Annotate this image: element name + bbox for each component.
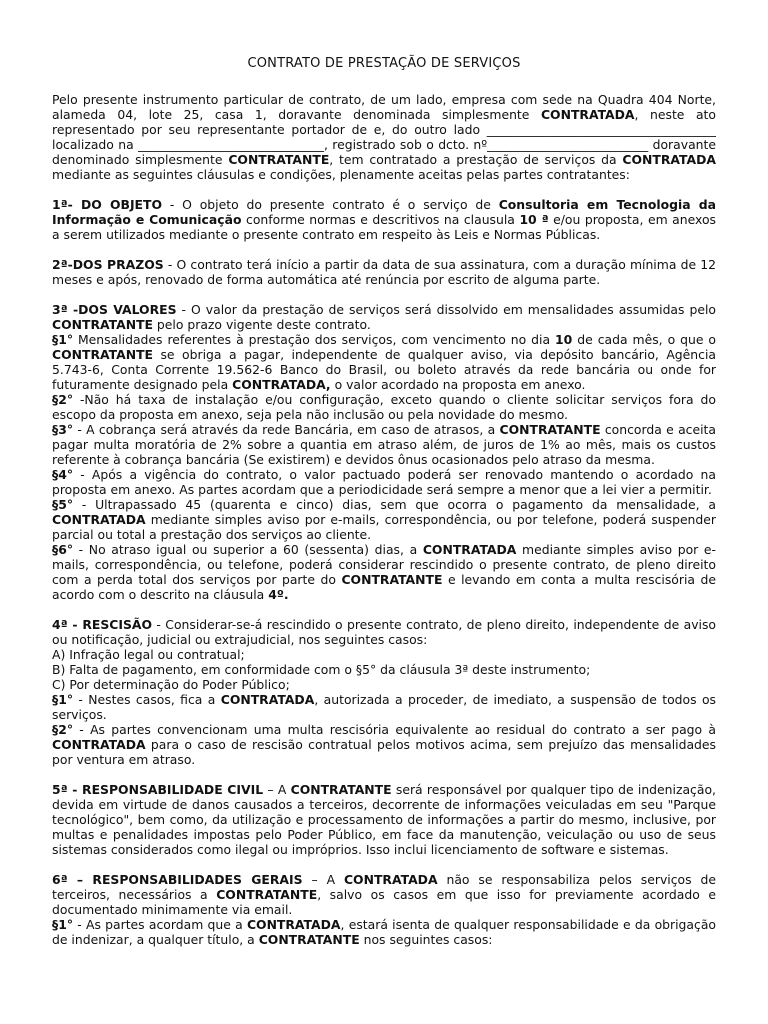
document-title: CONTRATO DE PRESTAÇÃO DE SERVIÇOS <box>247 56 521 71</box>
list-item: C) Por determinação do Poder Público; <box>52 677 290 692</box>
clause-4-rescisao <box>52 617 716 767</box>
clause-3-paragraph-1: §1° Mensalidades referentes à prestação dos serviços, com vencimento no dia 10 de cada mês, o que o CONTRATANTE se obriga a pagar, independente de qualquer aviso, via depósito bancário, Agência 5.743-6, Conta Corrente 19.562-6 Banco do Brasil, ou boleto através da rede bancária ou onde for futuramente designado pela CONTRATADA, o valor acordado na proposta em anexo. <box>52 332 716 392</box>
clause-3-paragraph-6: §6° - No atraso igual ou superior a 60 (sessenta) dias, a CONTRATADA mediante simples aviso por e-mails, correspondência, ou telefone, poderá considerar rescindido o presente contrato, de pleno direito com a perda total dos serviços por parte do CONTRATANTE e levando em conta a multa rescisória de acordo com o descrito na cláusula 4º. <box>52 542 716 602</box>
list-item: B) Falta de pagamento, em conformidade com o §5° da cláusula 3ª deste instrumento; <box>52 662 591 677</box>
intro-paragraph: Pelo presente instrumento particular de contrato, de um lado, empresa com sede na Quadra 404 Norte, alameda 04, lote 25, casa 1, doravante denominada simplesmente CONTRATADA, neste ato representado por seu representante portador de e, do outro lado _____________________________________ localizado na ______________________________, registrado sob o dcto. nº__________________________ doravante denominado simplesmente CONTRATANTE, tem contratado a prestação de serviços da CONTRATADA mediante as seguintes cláusulas e condições, plenamente aceitas pelas partes contratantes: <box>52 92 716 182</box>
clause-3-valores <box>52 302 716 602</box>
clause-6-intro: 6ª – RESPONSABILIDADES GERAIS – A CONTRATADA não se responsabiliza pelos serviços de terceiros, necessários a CONTRATANTE, salvo os casos em que isso for previamente acordado e documentado minimamente via email. <box>52 872 716 917</box>
clause-3-paragraph-2: §2° -Não há taxa de instalação e/ou configuração, exceto quando o cliente solicitar serviços fora do escopo da proposta em anexo, seja pela não inclusão ou pela novidade do mesmo. <box>52 392 716 422</box>
clause-heading: 3ª -DOS VALORES <box>52 302 177 317</box>
clause-heading: 4ª - RESCISÃO <box>52 617 153 632</box>
clause-3-intro: 3ª -DOS VALORES - O valor da prestação de serviços será dissolvido em mensalidades assumidas pelo CONTRATANTE pelo prazo vigente deste contrato. <box>52 302 717 332</box>
list-item: A) Infração legal ou contratual; <box>52 647 245 662</box>
clause-3-paragraph-4: §4° - Após a vigência do contrato, o valor pactuado poderá ser renovado mantendo o acordado na proposta em anexo. As partes acordam que a periodicidade será sempre a menor que a lei vier a permitir. <box>52 467 716 497</box>
clause-5-responsabilidade-civil: 5ª - RESPONSABILIDADE CIVIL – A CONTRATANTE será responsável por qualquer tipo de indenização, devida em virtude de danos causados a terceiros, decorrente de informações veiculadas em seu "Parque tecnológico", bem como, da utilização e processamento de informações a partir do mesmo, inclusive, por multas e penalidades impostas pelo Poder Público, em face da manutenção, veiculação ou uso de seus sistemas considerados como ilegal ou impróprios. Isso inclui licenciamento de software e sistemas. <box>52 782 716 857</box>
clause-6-responsabilidades-gerais <box>52 872 716 947</box>
clause-3-paragraph-5: §5° - Ultrapassado 45 (quarenta e cinco) dias, sem que ocorra o pagamento da mensalidade, a CONTRATADA mediante simples aviso por e-mails, correspondência, ou por telefone, poderá suspender parcial ou total a prestação dos serviços ao cliente. <box>52 497 716 542</box>
clause-4-paragraph-2: §2° - As partes convencionam uma multa rescisória equivalente ao residual do contrato a ser pago à CONTRATADA para o caso de rescisão contratual pelos motivos acima, sem prejuízo das mensalidades por ventura em atraso. <box>52 722 716 767</box>
clause-heading: 6ª – RESPONSABILIDADES GERAIS <box>52 872 303 887</box>
clause-heading: 2ª-DOS PRAZOS <box>52 257 164 272</box>
clause-2-prazos: 2ª-DOS PRAZOS - O contrato terá início a partir da data de sua assinatura, com a duração mínima de 12 meses e após, renovado de forma automática até renúncia por escrito de alguma parte. <box>52 257 716 287</box>
clause-4-intro: 4ª - RESCISÃO - Considerar-se-á rescindido o presente contrato, de pleno direito, independente de aviso ou notificação, judicial ou extrajudicial, nos seguintes casos: <box>52 617 717 647</box>
clause-heading: 5ª - RESPONSABILIDADE CIVIL <box>52 782 264 797</box>
clause-1-objeto: 1ª- DO OBJETO - O objeto do presente contrato é o serviço de Consultoria em Tecnologia da Informação e Comunicação conforme normas e descritivos na clausula 10 ª e/ou proposta, em anexos a serem utilizados mediante o presente contrato em respeito às Leis e Normas Públicas. <box>52 197 717 242</box>
clause-6-paragraph-1: §1° - As partes acordam que a CONTRATADA, estará isenta de qualquer responsabilidade e da obrigação de indenizar, a qualquer título, a CONTRATANTE nos seguintes casos: <box>52 917 717 947</box>
clause-heading: 1ª- DO OBJETO <box>52 197 163 212</box>
clause-3-paragraph-3: §3° - A cobrança será através da rede Bancária, em caso de atrasos, a CONTRATANTE concorda e aceita pagar multa moratória de 2% sobre a quantia em atraso além, de juros de 1% ao mês, mais os custos referente à cobrança bancária (Se existirem) e devidos ônus ocasionados pelo atraso da mesma. <box>52 422 717 467</box>
clause-4-paragraph-1: §1° - Nestes casos, fica a CONTRATADA, autorizada a proceder, de imediato, a suspensão de todos os serviços. <box>52 692 716 722</box>
